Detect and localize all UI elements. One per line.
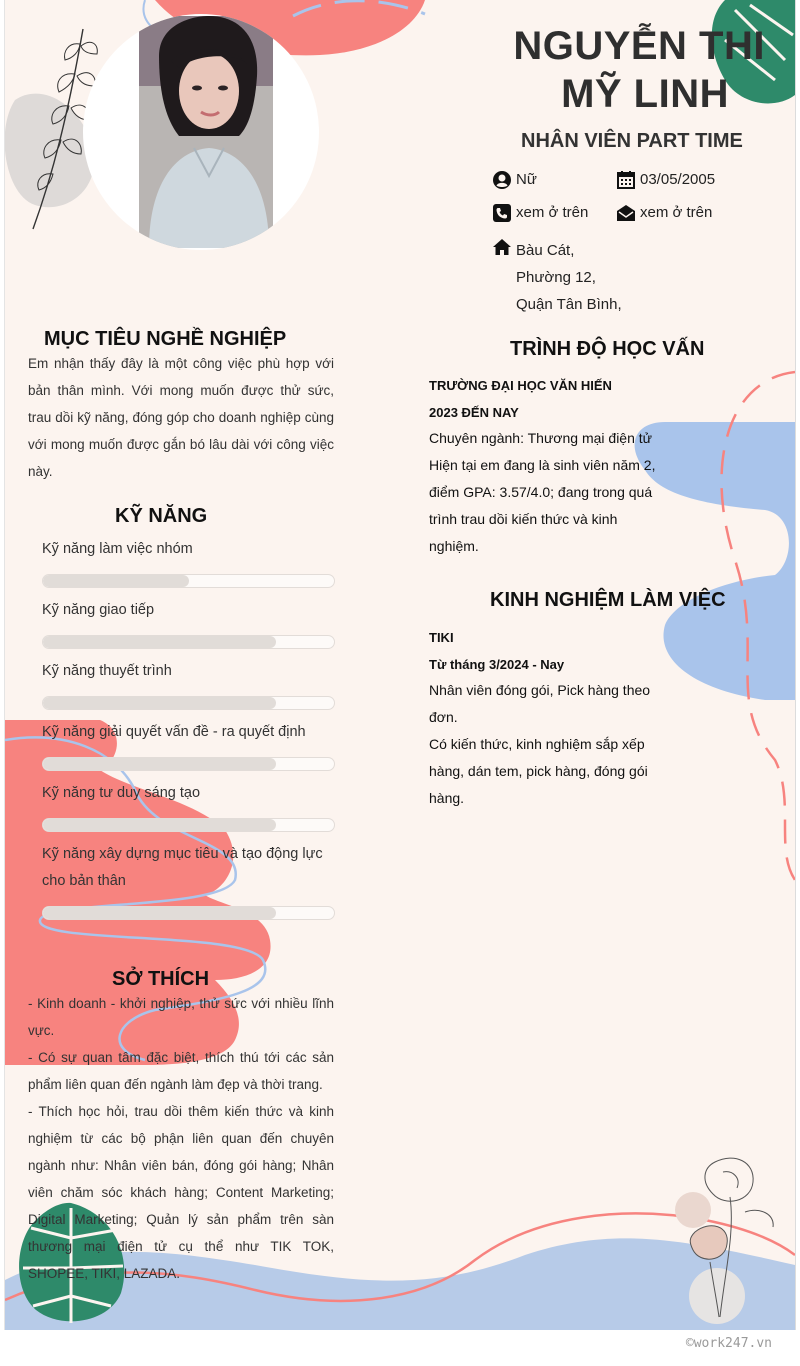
profile-photo-frame	[83, 14, 319, 250]
experience-period: Từ tháng 3/2024 - Nay	[429, 657, 565, 672]
experience-line: đơn.	[429, 709, 458, 725]
blue-wave-right	[635, 422, 795, 700]
education-title: TRÌNH ĐỘ HỌC VẤN	[510, 338, 705, 360]
education-line: Chuyên ngành: Thương mại điện tử	[429, 430, 653, 446]
name-line-1: NGUYỄN THI	[513, 24, 765, 68]
hobbies-title: SỞ THÍCH	[112, 968, 210, 990]
watermark: ©work247.vn	[685, 1336, 772, 1351]
address-line-3: Quận Tân Bình,	[516, 296, 622, 313]
experience-title: KINH NGHIỆM LÀM VIỆC	[490, 589, 726, 611]
email-info	[640, 204, 712, 222]
skill-bar-fill	[43, 575, 189, 587]
envelope-open-icon	[616, 203, 636, 223]
skill-name: Kỹ năng giao tiếp	[42, 602, 155, 618]
education-period: 2023 ĐẾN NAY	[429, 405, 519, 420]
company-name: TIKI	[429, 630, 454, 645]
skill-name: Kỹ năng làm việc nhóm	[42, 541, 193, 557]
education-line: trình trau dồi kiến thức và kinh	[429, 511, 618, 527]
education-line: điểm GPA: 3.57/4.0; đang trong quá	[429, 484, 653, 500]
gender-info	[516, 171, 537, 189]
home-icon	[492, 237, 512, 257]
address-line-1: Bàu Cát,	[516, 242, 575, 259]
education-line: nghiệm.	[429, 538, 479, 554]
calendar-icon	[616, 170, 636, 190]
phone-value: xem ở trên	[516, 204, 589, 221]
skill-bar-fill	[43, 697, 276, 709]
experience-line: hàng.	[429, 790, 465, 806]
experience-line: Nhân viên đóng gói, Pick hàng theo	[429, 682, 651, 698]
skill-bar-fill	[43, 907, 276, 919]
hobbies-text: - Kinh doanh - khởi nghiệp, thử sức với nhiều lĩnh vực. - Có sự quan tâm đặc biệt, thích thú tới các sản phẩm liên quan đến ngành làm đẹp và thời trang. - Thích học hỏi, trau dồi thêm kiến thức và kinh nghiệm từ các bộ phận liên quan đến chuyên ngành như: Nhân viên bán, đóng gói hàng; Nhân viên chăm sóc khách hàng; Content Marketing; Digital Marketing; Quản lý sản phẩm trên sàn thương mại điện tử cụ thể như TIK TOK, SHOPEE, TIKI, LAZADA.	[28, 996, 334, 1281]
experience-line: Có kiến thức, kinh nghiệm sắp xếp	[429, 736, 645, 752]
experience-line: hàng, dán tem, pick hàng, đóng gói	[429, 763, 648, 779]
user-circle-icon	[492, 170, 512, 190]
cv-page	[4, 0, 796, 1330]
skill-bar	[42, 818, 335, 832]
phone-info	[516, 204, 588, 222]
flower-sketch-decoration	[675, 1152, 785, 1322]
skill-bar-fill	[43, 819, 276, 831]
phone-icon	[492, 203, 512, 223]
address-info	[516, 237, 622, 318]
skill-bar-fill	[43, 758, 276, 770]
skill-bar	[42, 906, 335, 920]
job-title: NHÂN VIÊN PART TIME	[521, 130, 743, 152]
skills-title: KỸ NĂNG	[115, 505, 208, 527]
address-line-2: Phường 12,	[516, 269, 596, 286]
birthday-value: 03/05/2005	[640, 171, 716, 188]
skill-name: Kỹ năng tư duy sáng tạo	[42, 785, 201, 801]
skill-bar	[42, 696, 335, 710]
skill-bar	[42, 757, 335, 771]
skill-name: Kỹ năng thuyết trình	[42, 663, 172, 679]
gender-value: Nữ	[516, 171, 537, 188]
objective-text: Em nhận thấy đây là một công việc phù hợp với bản thân mình. Với mong muốn được thử sức, trau dồi kỹ năng, đóng góp cho doanh nghiệp cùng với mong muốn được gắn bó lâu dài với công việc này.	[28, 356, 334, 479]
name-line-2: MỸ LINH	[561, 72, 729, 116]
school-name: TRƯỜNG ĐẠI HỌC VĂN HIẾN	[429, 378, 612, 393]
skill-bar	[42, 574, 335, 588]
skill-name: Kỹ năng giải quyết vấn đề - ra quyết định	[42, 724, 306, 740]
profile-photo	[139, 16, 273, 248]
objective-title: MỤC TIÊU NGHỀ NGHIỆP	[44, 328, 287, 350]
skill-name-continued: cho bản thân	[42, 873, 126, 889]
skill-bar	[42, 635, 335, 649]
skill-bar-fill	[43, 636, 276, 648]
skill-name: Kỹ năng xây dựng mục tiêu và tạo động lực	[42, 846, 323, 862]
email-value: xem ở trên	[640, 204, 713, 221]
birthday-info	[640, 171, 715, 189]
education-line: Hiện tại em đang là sinh viên năm 2,	[429, 457, 656, 473]
